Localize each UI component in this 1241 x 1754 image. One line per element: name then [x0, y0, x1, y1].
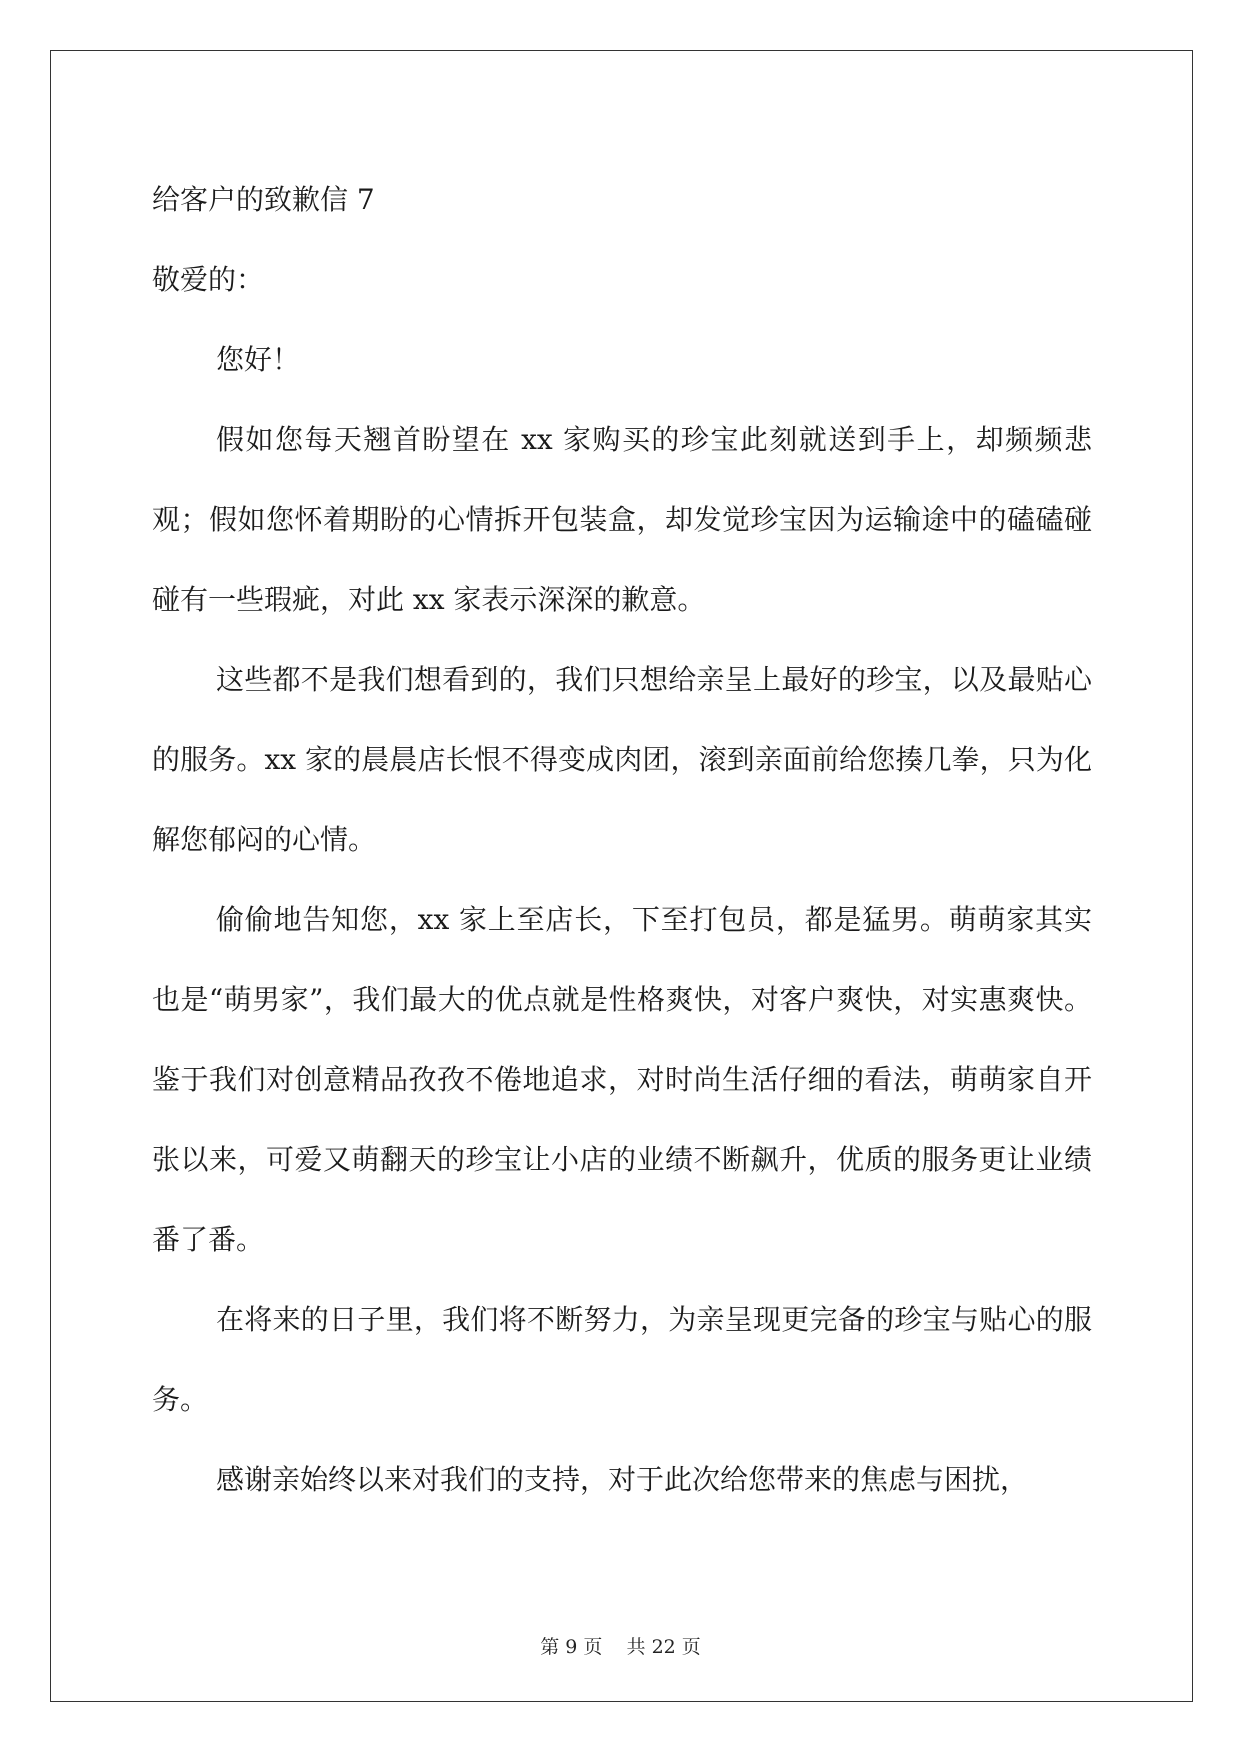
letter-paragraph: 偷偷地告知您，xx 家上至店长，下至打包员，都是猛男。萌萌家其实也是“萌男家”，我们最大的优点就是性格爽快，对客户爽快，对实惠爽快。鉴于我们对创意精品孜孜不倦地追求，对时尚生活仔细的看法，萌萌家自开张以来，可爱又萌翻天的珍宝让小店的业绩不断飙升，优质的服务更让业绩番了番。	[152, 903, 1092, 1256]
letter-paragraph: 在将来的日子里，我们将不断努力，为亲呈现更完备的珍宝与贴心的服务。	[152, 1303, 1092, 1416]
page-total: 共 22 页	[626, 1636, 701, 1658]
page-number: 第 9 页	[540, 1636, 603, 1658]
letter-title: 给客户的致歉信 7	[152, 183, 375, 216]
letter-paragraph: 感谢亲始终以来对我们的支持，对于此次给您带来的焦虑与困扰，	[216, 1463, 1029, 1496]
letter-salutation: 敬爱的：	[152, 263, 265, 296]
letter-paragraph: 假如您每天翘首盼望在 xx 家购买的珍宝此刻就送到手上，却频频悲观；假如您怀着期盼的心情拆开包装盒，却发觉珍宝因为运输途中的磕磕碰碰有一些瑕疵，对此 xx 家表示深深的歉意。	[152, 423, 1092, 616]
letter-body	[152, 160, 1092, 1520]
page-footer	[0, 1632, 1241, 1659]
letter-paragraph: 这些都不是我们想看到的，我们只想给亲呈上最好的珍宝，以及最贴心的服务。xx 家的晨晨店长恨不得变成肉团，滚到亲面前给您揍几拳，只为化解您郁闷的心情。	[152, 663, 1092, 856]
letter-greeting: 您好！	[216, 343, 301, 376]
